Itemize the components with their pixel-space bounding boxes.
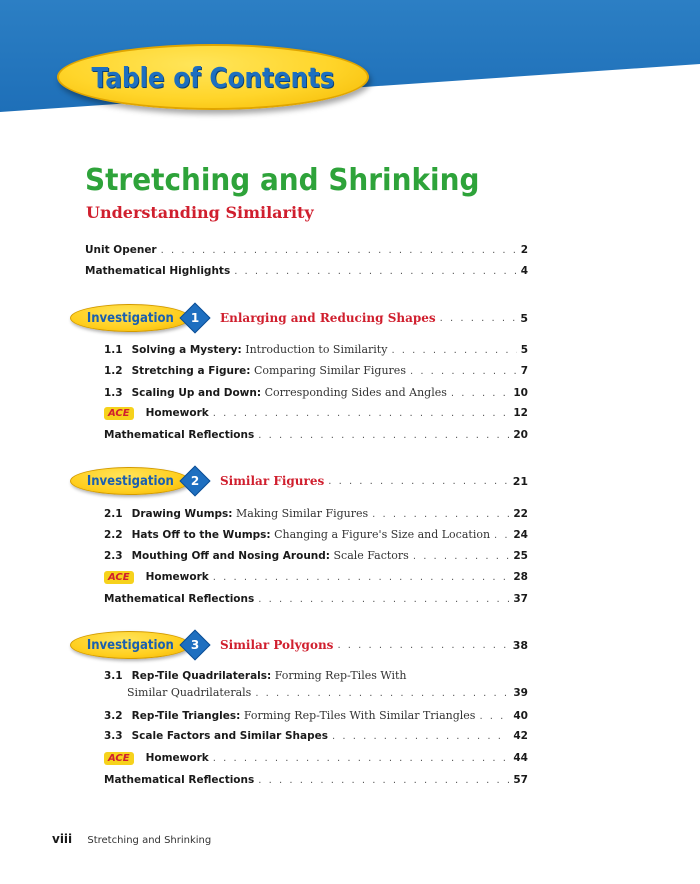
problem-desc: Corresponding Sides and Angles — [264, 386, 447, 399]
ace-homework-2[interactable] — [104, 571, 528, 587]
investigation-3-heading[interactable] — [70, 631, 528, 659]
problem-page: 5 — [520, 344, 528, 356]
investigation-number-diamond: 2 — [179, 465, 210, 496]
problem-page: 39 — [513, 687, 528, 699]
problem-3-1[interactable] — [104, 669, 528, 685]
leader-dots — [391, 345, 516, 356]
leader-dots — [479, 711, 509, 722]
problem-desc: Scale Factors — [333, 549, 409, 562]
investigation-1-heading[interactable] — [70, 304, 528, 332]
problem-desc: Making Similar Figures — [236, 507, 369, 520]
leader-dots — [213, 408, 510, 419]
problem-page: 40 — [513, 710, 528, 722]
problem-desc: Similar Quadrilaterals — [127, 686, 252, 699]
problem-label: Rep-Tile Triangles: — [131, 710, 241, 722]
leader-dots — [372, 509, 509, 520]
problem-3-1-continued[interactable] — [127, 686, 528, 702]
problem-page: 25 — [513, 550, 528, 562]
toc-entry-label: Mathematical Highlights — [85, 265, 231, 277]
leader-dots — [258, 594, 509, 605]
investigation-title: Similar Polygons — [220, 638, 334, 652]
investigation-page: 21 — [512, 474, 528, 488]
problem-label: Hats Off to the Wumps: — [131, 529, 271, 541]
problem-number: 1.2 — [104, 365, 123, 377]
problem-1-3[interactable] — [104, 386, 528, 402]
problem-number: 2.2 — [104, 529, 123, 541]
ace-badge: ACE — [104, 752, 134, 765]
reflections-2[interactable] — [104, 593, 528, 609]
problem-label: Mouthing Off and Nosing Around: — [131, 550, 330, 562]
leader-dots — [410, 366, 517, 377]
unit-subtitle: Understanding Similarity — [86, 203, 314, 222]
toc-title: Table of Contents — [91, 60, 335, 94]
problem-desc: Forming Rep-Tiles With — [274, 669, 407, 682]
reflections-label: Mathematical Reflections — [104, 593, 255, 605]
problem-number: 3.1 — [104, 670, 123, 682]
problem-3-2[interactable] — [104, 709, 528, 725]
reflections-page: 57 — [513, 774, 528, 786]
ace-badge: ACE — [104, 571, 134, 584]
problem-desc: Changing a Figure's Size and Location — [274, 528, 491, 541]
problem-number: 3.3 — [104, 730, 123, 742]
problem-2-1[interactable] — [104, 507, 528, 523]
investigation-page: 38 — [512, 638, 528, 652]
problem-label: Scale Factors and Similar Shapes — [131, 730, 329, 742]
reflections-label: Mathematical Reflections — [104, 774, 255, 786]
leader-dots — [258, 775, 509, 786]
unit-title: Stretching and Shrinking — [85, 163, 480, 198]
problem-number: 3.2 — [104, 710, 123, 722]
problem-1-2[interactable] — [104, 364, 528, 380]
investigation-title: Similar Figures — [220, 474, 325, 488]
homework-page: 28 — [513, 571, 528, 583]
leader-dots — [332, 731, 509, 742]
leader-dots — [337, 640, 508, 651]
problem-1-1[interactable] — [104, 343, 528, 359]
reflections-label: Mathematical Reflections — [104, 429, 255, 441]
leader-dots — [213, 753, 510, 764]
problem-label: Rep-Tile Quadrilaterals: — [131, 670, 272, 682]
leader-dots — [258, 430, 509, 441]
toc-entry-page: 4 — [520, 265, 528, 277]
problem-2-2[interactable] — [104, 528, 528, 544]
problem-number: 1.1 — [104, 344, 123, 356]
leader-dots — [161, 245, 517, 256]
toc-entry-page: 2 — [520, 244, 528, 256]
investigation-number-diamond: 1 — [179, 302, 210, 333]
problem-label: Drawing Wumps: — [131, 508, 233, 520]
problem-desc: Introduction to Similarity — [245, 343, 388, 356]
toc-entry-label: Unit Opener — [85, 244, 157, 256]
problem-page: 24 — [513, 529, 528, 541]
investigation-badge: Investigation — [70, 631, 190, 659]
toc-entry-math-highlights[interactable] — [85, 265, 528, 281]
leader-dots — [451, 388, 510, 399]
reflections-page: 20 — [513, 429, 528, 441]
investigation-title: Enlarging and Reducing Shapes — [220, 311, 436, 325]
toc-entry-unit-opener[interactable] — [85, 244, 528, 260]
leader-dots — [328, 476, 508, 487]
problem-page: 10 — [513, 387, 528, 399]
problem-desc: Forming Rep-Tiles With Similar Triangles — [243, 709, 476, 722]
investigation-page: 5 — [520, 311, 528, 325]
reflections-page: 37 — [513, 593, 528, 605]
homework-label: Homework — [145, 752, 209, 764]
page-footer — [52, 832, 211, 846]
homework-page: 44 — [513, 752, 528, 764]
problem-label: Stretching a Figure: — [131, 365, 251, 377]
reflections-1[interactable] — [104, 429, 528, 445]
problem-page: 42 — [513, 730, 528, 742]
leader-dots — [213, 572, 510, 583]
leader-dots — [440, 313, 517, 324]
investigation-number-diamond: 3 — [179, 629, 210, 660]
problem-2-3[interactable] — [104, 549, 528, 565]
problem-label: Solving a Mystery: — [131, 344, 242, 356]
homework-label: Homework — [145, 571, 209, 583]
ace-badge: ACE — [104, 407, 134, 420]
problem-number: 2.1 — [104, 508, 123, 520]
problem-number: 1.3 — [104, 387, 123, 399]
problem-3-3[interactable] — [104, 730, 528, 746]
footer-page-number: viii — [52, 832, 73, 846]
footer-text: Stretching and Shrinking — [87, 835, 212, 846]
problem-label: Scaling Up and Down: — [131, 387, 262, 399]
problem-number: 2.3 — [104, 550, 123, 562]
investigation-badge: Investigation — [70, 467, 190, 495]
toc-title-badge — [57, 44, 369, 110]
ace-homework-3[interactable] — [104, 752, 528, 768]
leader-dots — [413, 551, 510, 562]
problem-page: 7 — [520, 365, 528, 377]
leader-dots — [234, 266, 516, 277]
leader-dots — [494, 530, 509, 541]
leader-dots — [255, 688, 509, 699]
investigation-badge: Investigation — [70, 304, 190, 332]
ace-homework-1[interactable] — [104, 407, 528, 423]
homework-page: 12 — [513, 407, 528, 419]
problem-desc: Comparing Similar Figures — [253, 364, 406, 377]
problem-page: 22 — [513, 508, 528, 520]
reflections-3[interactable] — [104, 774, 528, 790]
investigation-2-heading[interactable] — [70, 467, 528, 495]
homework-label: Homework — [145, 407, 209, 419]
